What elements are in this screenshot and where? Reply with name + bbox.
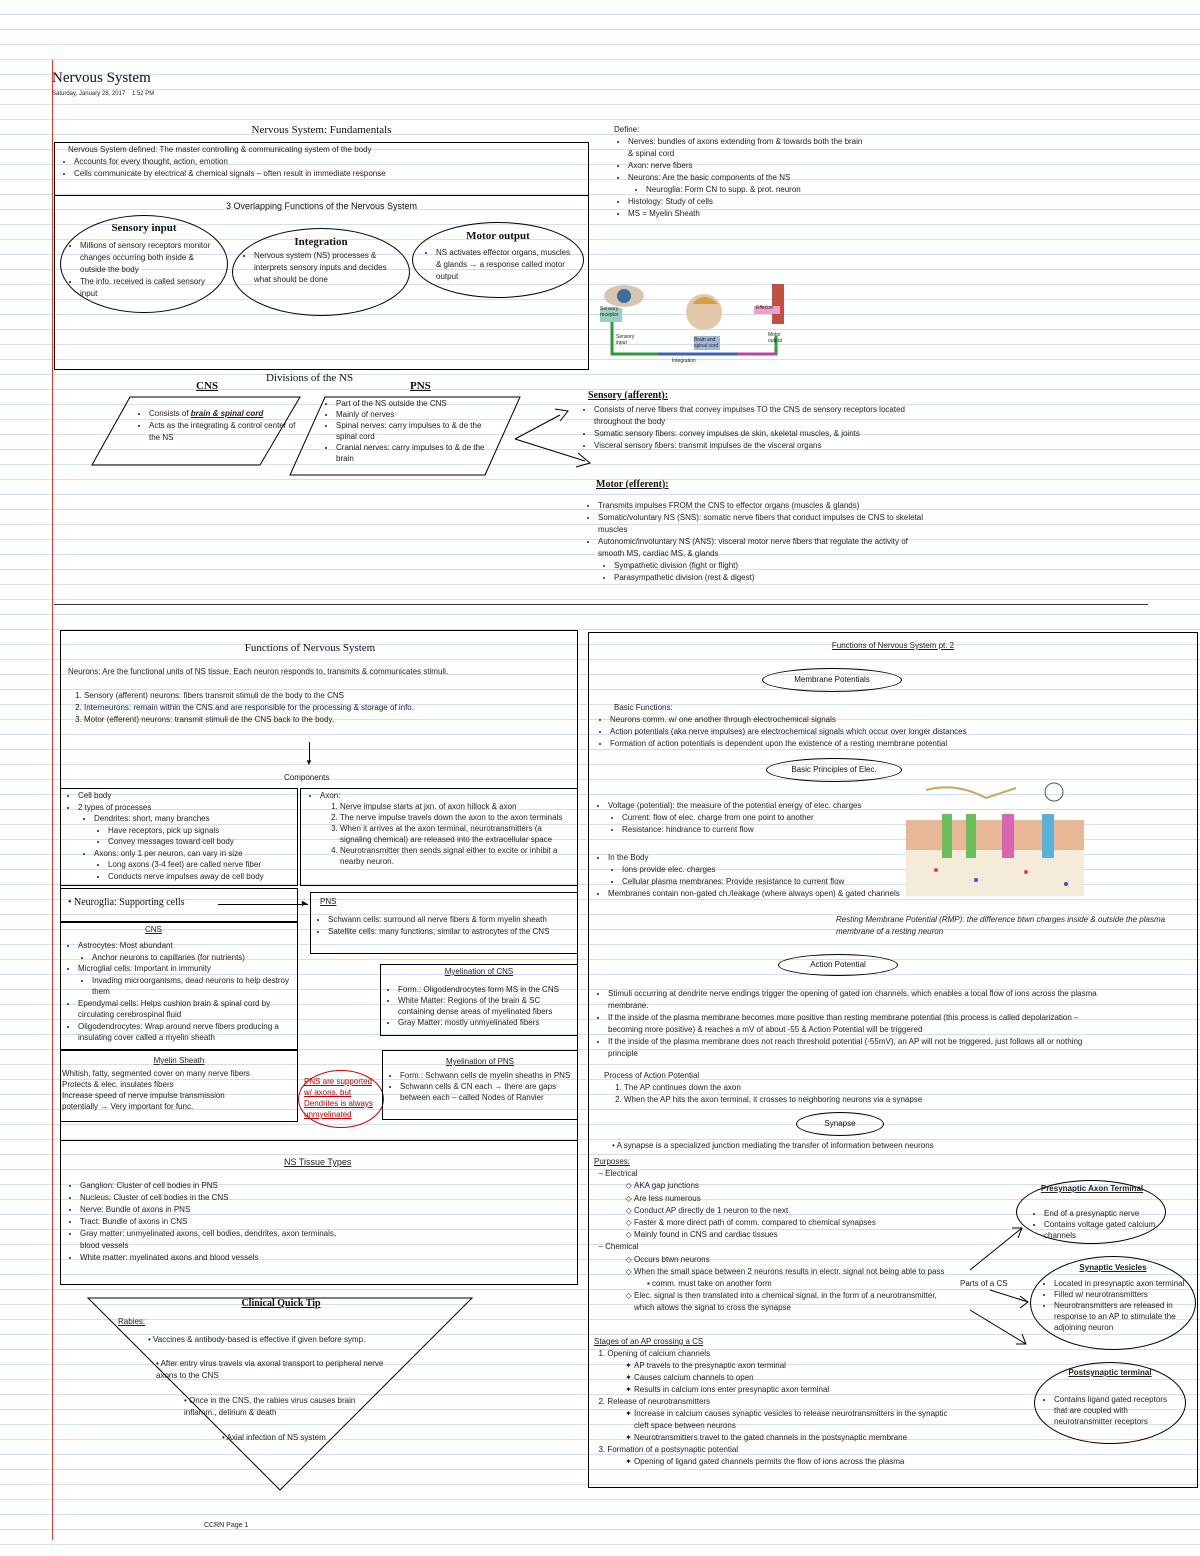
stage-sub: ✦ Increase in calcium causes synaptic vesicles to release neurotransmitters in the synaptic cleft space between neurons <box>634 1408 954 1432</box>
stage-sub: ✦ AP travels to the presynaptic axon terminal <box>634 1360 954 1372</box>
elec-item: • Cellular plasma membranes: Provide resistance to current flow <box>622 876 904 888</box>
divider <box>60 1140 578 1141</box>
elec-item: • Ions provide elec. charges <box>622 864 904 876</box>
axon-step: 1. Nerve impulse starts at jxn. of axon hillock & axon <box>340 801 572 812</box>
elec-syn-item: ◇ Mainly found in CNS and cardiac tissues <box>634 1229 954 1241</box>
glia-pns-cell: • Schwann cells: surround all nerve fibers & form myelin sheath <box>328 914 574 926</box>
synapse-oval <box>796 1112 884 1136</box>
sensory-title: Sensory input <box>111 222 177 234</box>
figure-svg <box>598 282 794 368</box>
stage-text: Formation of a postsynaptic potential <box>607 1445 739 1454</box>
footer: CCRN Page 1 <box>204 1522 249 1529</box>
glia-cell: • Anchor neurons to capillaries (for nutrients) <box>92 952 298 964</box>
myelin-pns-items <box>386 1070 576 1103</box>
pns-item: • Cranial nerves: carry impulses to & de the brain <box>336 442 502 464</box>
elec-item: • Voltage (potential): the measure of the potential energy of elec. charges <box>608 800 904 812</box>
myelin-line: potentially → Very important for func. <box>62 1102 194 1111</box>
synapse-def: • A synapse is a specialized junction mediating the transfer of information between neurons <box>612 1141 934 1150</box>
presyn-title: Presynaptic Axon Terminal <box>1040 1184 1144 1193</box>
principles-oval <box>766 758 902 782</box>
process-label: Process of Action Potential <box>604 1071 700 1080</box>
fundamentals-title: Nervous System: Fundamentals <box>251 124 392 136</box>
glia-cell: • Invading microorganisms, dead neurons to help destroy them <box>92 975 298 998</box>
postsyn-title: Postsynaptic terminal <box>1068 1368 1152 1377</box>
membrane-label: Membrane Potentials <box>794 675 870 684</box>
myelin-cns-items <box>384 984 574 1028</box>
motor-title: Motor output <box>466 230 530 242</box>
vesicles-items <box>1040 1278 1192 1333</box>
cell-body-item: • Convey messages toward cell body <box>108 836 296 848</box>
functions-intro-text: Neurons: Are the functional units of NS tissue. Each neuron responds to, transmits & communicates stimuli. <box>68 667 449 676</box>
define-item: • Neurons: Are the basic components of the NS <box>628 172 864 184</box>
glia-cns-label: CNS <box>145 925 162 934</box>
myelin-line: Protects & elec. insulates fibers <box>62 1080 174 1089</box>
efferent-item: • Transmits impulses FROM the CNS to effector organs (muscles & glands) <box>598 500 924 512</box>
pns-label: PNS <box>410 380 431 392</box>
postsyn-items <box>1040 1394 1180 1427</box>
electrical-label: – Electrical <box>594 1169 638 1179</box>
tissue-item: • Ganglion: Cluster of cell bodies in PNS <box>80 1180 346 1192</box>
action-item: • Stimuli occurring at dendrite nerve endings trigger the opening of gated ion channels, which enables a local flow of ions across the plasma membrane. <box>608 988 1104 1012</box>
overlap-title: 3 Overlapping Functions of the Nervous System <box>225 201 418 211</box>
membrane-channel-figure <box>906 780 1084 896</box>
cns-item-em: brain & spinal cord <box>190 409 264 418</box>
tissue-item: • Nerve: Bundle of axons in PNS <box>80 1204 346 1216</box>
tissue-item: • Tract: Bundle of axons in CNS <box>80 1216 346 1228</box>
efferent-item: • Somatic/voluntary NS (SNS): somatic nerve fibers that conduct impulses de CNS to skeletal muscles <box>598 512 924 536</box>
stage-sub: ✦ Causes calcium channels to open <box>634 1372 954 1384</box>
action-item: • If the inside of the plasma membrane becomes more positive than resting membrane potential (this process is called depolarization – becoming more positive) & reaches a mV of about -55 & Action Potential will be triggered <box>608 1012 1104 1036</box>
myelin-line: Increase speed of nerve impulse transmission <box>62 1091 225 1100</box>
section-divider <box>54 604 1148 605</box>
cns-label: CNS <box>196 380 219 392</box>
components-label: Components <box>284 773 330 782</box>
stage-text: Opening of calcium channels <box>607 1349 711 1358</box>
cell-body-item: • 2 types of processes <box>78 802 296 814</box>
margin-line <box>52 60 53 1540</box>
neuron-type: 2. Interneurons: remain within the CNS and are responsible for the processing & storage of info. <box>84 702 568 714</box>
pns-items <box>322 398 502 464</box>
cns-item: • Acts as the integrating & control center of the NS <box>149 420 300 444</box>
sensory-item: • Millions of sensory receptors monitor changes occurring both inside & outside the body <box>80 240 216 276</box>
cell-body-item: • Conducts nerve impulses away de cell body <box>108 871 296 883</box>
fund-bullet: • Cells communicate by electrical & chemical signals – often result in immediate response <box>74 168 580 180</box>
integration-item: • Nervous system (NS) processes & interprets sensory inputs and decides what should be done <box>254 250 400 286</box>
vesicle-item: • Neurotransmitters are released in response to an AP to stimulate the adjoining neuron <box>1054 1300 1192 1333</box>
sensory-afferent-title: Sensory (afferent): <box>588 390 669 401</box>
divisions-title: Divisions of the NS <box>266 372 354 384</box>
glia-cell: • Ependymal cells: Helps cushion brain & spinal cord by circulating cerebrospinal fluid <box>78 998 298 1021</box>
principles-label: Basic Principles of Elec. <box>791 765 877 774</box>
vesicles-title: Synaptic Vesicles <box>1079 1263 1147 1272</box>
fund-bullet: • Accounts for every thought, action, emotion <box>74 156 580 168</box>
fig-label-sensory-input: Sensory input <box>616 334 635 346</box>
down-arrowhead: ▼ <box>305 758 313 767</box>
action-item: • If the inside of the plasma membrane does not reach threshold potential (-55mV), an AP will not be triggered, just follows all or nothing principle <box>608 1036 1104 1060</box>
efferent-item: • Autonomic/involuntary NS (ANS): visceral motor nerve fibers that regulate the activity of smooth MS, cardiac MS, & glands <box>598 536 924 560</box>
fig-label-brain: Brain and spinal cord <box>694 337 719 349</box>
purposes-block <box>594 1156 954 1315</box>
fig-label-motor-output: Motor output <box>768 332 782 344</box>
afferent-item: • Consists of nerve fibers that convey impulses TO the CNS de sensory receptors located throughout the body <box>594 404 910 428</box>
membrane-oval <box>762 668 902 692</box>
clinical-item-4: • Axial infection of NS system <box>222 1433 326 1442</box>
clinical-item-2: • After entry virus travels via axonal transport to peripheral nerve axons to the CNS <box>156 1359 384 1380</box>
basic-item: • Action potentials (aka nerve impulses) are electrochemical signals which occur over longer distances <box>610 726 1156 738</box>
axon-title: • Axon: <box>320 790 572 801</box>
efferent-sub: • Sympathetic division (fight or flight) <box>614 560 924 572</box>
elec-item: • Membranes contain non-gated ch./leakage (where always open) & gated channels <box>608 888 904 900</box>
action-oval <box>778 954 898 976</box>
date-text: Saturday, January 28, 2017 <box>52 91 126 97</box>
axon-step: 2. The nerve impulse travels down the axon to the axon terminals <box>340 812 572 823</box>
tissue-items <box>66 1180 346 1264</box>
glia-cell: • Microglial cells: Important in immunity <box>78 963 298 975</box>
glia-cell: • Astrocytes: Most abundant <box>78 940 298 952</box>
chem-item: ◇ Elec. signal is then translated into a chemical signal, in the form of a neurotransmitter, which allows the signal to cross the synapse <box>634 1290 954 1314</box>
glia-pns-cell: • Satellite cells: many functions, similar to astrocytes of the CNS <box>328 926 574 938</box>
page-date <box>52 88 154 100</box>
purposes-label: Purposes: <box>594 1157 631 1166</box>
myelin-cns-item: • Gray Matter: mostly unmyelinated fibers <box>398 1017 574 1028</box>
glia-pns-items <box>314 914 574 938</box>
myelin-sheath-title: Myelin Sheath <box>153 1056 205 1065</box>
tissue-item: • Nucleus: Cluster of cell bodies in the CNS <box>80 1192 346 1204</box>
resting-potential: Resting Membrane Potential (RMP): the difference btwn charges inside & outside the plasma membrane of a resting neuron <box>836 915 1166 936</box>
fig-label-sensory-receptor: Sensory receptor <box>600 306 619 318</box>
elec-item: • Resistance: hindrance to current flow <box>622 824 904 836</box>
presyn-item: • End of a presynaptic nerve <box>1044 1208 1162 1219</box>
process-step: 2. When the AP hits the axon terminal, it crosses to neighboring neurons via a synapse <box>624 1094 1104 1106</box>
clinical-text: Once in the CNS, the rabies virus causes brain inflamm., delirium & death <box>184 1396 356 1417</box>
myelin-pns-item: • Schwann cells & CN each → there are gaps between each – called Nodes of Ranvier <box>400 1081 576 1103</box>
vesicle-item: • Located in presynaptic axon terminal <box>1054 1278 1192 1289</box>
cell-body-item: • Have receptors, pick up signals <box>108 825 296 837</box>
chemical-label: – Chemical <box>594 1242 639 1252</box>
cell-body-item: • Long axons (3-4 feet) are called nerve fiber <box>108 859 296 871</box>
stages-title: Stages of an AP crossing a CS <box>594 1337 704 1346</box>
chem-item: ◇ Occurs btwn neurons <box>634 1254 954 1266</box>
basic-functions <box>596 702 1156 750</box>
cns-item: • Consists of brain & spinal cord <box>149 408 300 420</box>
myelin-sheath-lines <box>62 1068 294 1112</box>
action-items <box>594 988 1104 1106</box>
pns-item: • Spinal nerves: carry impulses to & de the spinal cord <box>336 420 502 442</box>
basic-item: • Formation of action potentials is dependent upon the existence of a resting membrane potential <box>610 738 1156 750</box>
clinical-text: Vaccines & antibody-based is effective if given before symp. <box>153 1335 366 1344</box>
action-label: Action Potential <box>810 960 866 969</box>
myelin-pns-title: Myelination of PNS <box>445 1057 515 1066</box>
functions2-title: Functions of Nervous System pt. 2 <box>831 641 955 650</box>
motor-items <box>422 247 577 283</box>
stages-block <box>594 1336 954 1468</box>
parts-arrows <box>950 1220 1030 1350</box>
stage-3: 3. Formation of a postsynaptic potential <box>594 1445 739 1454</box>
stage-sub: ✦ Results in calcium ions enter presynaptic axon terminal <box>634 1384 954 1396</box>
neuroglia-arrow <box>218 904 308 905</box>
afferent-item: • Visceral sensory fibers: transmit impulses de the visceral organs <box>594 440 910 452</box>
clinical-item-3: • Once in the CNS, the rabies virus causes brain inflamm., delirium & death <box>184 1396 356 1417</box>
functions-intro <box>68 666 568 726</box>
neuroglia-text: Neuroglia: Supporting cells <box>74 897 185 908</box>
define-label: Define: <box>614 125 640 134</box>
cell-body-items <box>64 790 296 882</box>
tissue-item: • White matter: myelinated axons and blood vessels <box>80 1252 346 1264</box>
electrical-text: Electrical <box>605 1169 638 1179</box>
elec-syn-item: ◇ Faster & more direct path of comm. compared to chemical synapses <box>634 1217 954 1229</box>
define-block <box>614 124 864 220</box>
motor-efferent-items <box>584 500 924 584</box>
clinical-title: Clinical Quick Tip <box>241 1298 321 1309</box>
glia-pns-label: PNS <box>320 897 337 906</box>
elec-items <box>594 800 904 900</box>
presyn-items <box>1030 1208 1162 1241</box>
myelin-line: Whitish, fatty, segmented cover on many nerve fibers <box>62 1069 250 1078</box>
elec-item: • Current: flow of elec. charge from one point to another <box>622 812 904 824</box>
postsyn-item: • Contains ligand gated receptors that are coupled with neurotransmitter receptors <box>1054 1394 1180 1427</box>
elec-item: • In the Body <box>608 852 904 864</box>
myelin-cns-item: • Form.: Oligodendrocytes form MS in the CNS <box>398 984 574 995</box>
stage-sub: ✦ Opening of ligand gated channels permits the flow of ions across the plasma <box>634 1456 954 1468</box>
definition-text: Nervous System defined: The master controlling & communicating system of the body <box>68 145 372 154</box>
synapse-def-text: A synapse is a specialized junction mediating the transfer of information between neurons <box>616 1141 934 1150</box>
basic-label: Basic Functions: <box>614 703 673 712</box>
sensory-afferent-items <box>580 404 910 452</box>
glia-cell: • Oligodendrocytes: Wrap around nerve fibers producing a insulating cover called a myelin sheath <box>78 1021 298 1044</box>
stage-2: 2. Release of neurotransmitters <box>594 1397 711 1406</box>
clinical-subtitle: Rabies: <box>118 1317 146 1326</box>
afferent-item: • Somatic sensory fibers: convey impulses de skin, skeletal muscles, & joints <box>594 428 910 440</box>
clinical-text: After entry virus travels via axonal transport to peripheral nerve axons to the CNS <box>156 1359 384 1380</box>
basic-item: • Neurons comm. w/ one another through electrochemical signals <box>610 714 1156 726</box>
myelin-cns-item: • White Matter: Regions of the brain & SC containing dense areas of myelinated fibers <box>398 995 574 1017</box>
fig-label-effector: Effector <box>756 305 774 311</box>
define-item: • Nerves: bundles of axons extending from & towards both the brain & spinal cord <box>628 136 864 160</box>
stage-1: 1. Opening of calcium channels <box>594 1349 711 1358</box>
elec-syn-item: ◇ AKA gap junctions <box>634 1180 954 1192</box>
stage-text: Release of neurotransmitters <box>607 1397 711 1406</box>
axon-items <box>306 790 572 867</box>
myelin-cns-title: Myelination of CNS <box>444 967 514 976</box>
neuroglia-label: • Neuroglia: Supporting cells <box>68 897 185 908</box>
synapse-label: Synapse <box>824 1119 856 1128</box>
neuron-type: 1. Sensory (afferent) neurons: fibers transmit stimuli de the body to the CNS <box>84 690 568 702</box>
time-text: 1:52 PM <box>131 91 155 97</box>
nervous-system-figure <box>598 282 794 368</box>
integration-title: Integration <box>294 236 348 248</box>
define-item: • Histology: Study of cells <box>628 196 864 208</box>
glia-cns-items <box>64 940 298 1044</box>
tissue-title: NS Tissue Types <box>284 1157 352 1167</box>
define-item: • Neuroglia: Form CN to supp. & prot. neuron <box>646 184 864 196</box>
elec-syn-item: ◇ Conduct AP directly de 1 neuron to the next <box>634 1205 954 1217</box>
stage-sub: ✦ Neurotransmitters travel to the gated channels in the postsynaptic membrane <box>634 1432 954 1444</box>
cell-body-item: • Axons: only 1 per neuron, can vary in size <box>94 848 296 860</box>
neuroglia-arrowhead: ► <box>300 898 309 908</box>
clinical-item-1: • Vaccines & antibody-based is effective if given before symp. <box>148 1335 366 1344</box>
functions-title: Functions of Nervous System <box>244 642 376 654</box>
pns-item: • Part of the NS outside the CNS <box>336 398 502 409</box>
vesicle-item: • Filled w/ neurotransmitters <box>1054 1289 1192 1300</box>
chemical-text: Chemical <box>605 1242 639 1252</box>
red-note: PNS are supported w/ axons, but Dendrites is always unmyelinated <box>304 1077 373 1119</box>
divider <box>54 195 589 196</box>
myelin-pns-item: • Form.: Schwann cells de myelin sheaths in PNS <box>400 1070 576 1081</box>
chem-item: ◇ When the small space between 2 neurons results in electr. signal not being able to pass <box>634 1266 954 1278</box>
axon-step: 3. When it arrives at the axon terminal, neurotransmitters (a signaling chemical) are released into the extracellular space <box>340 823 572 845</box>
define-item: • MS = Myelin Sheath <box>628 208 864 220</box>
axon-step: 4. Neurotransmitter then sends signal either to excite or inhibit a nearby neuron. <box>340 845 572 867</box>
sensory-items <box>66 240 216 300</box>
motor-item: • NS activates effector organs, muscles & glands → a response called motor output <box>436 247 577 283</box>
process-step: 1. The AP continues down the axon <box>624 1082 1104 1094</box>
clinical-text: Axial infection of NS system <box>226 1433 326 1442</box>
pns-item: • Mainly of nerves <box>336 409 502 420</box>
chem-item: ▪ comm. must take on another form <box>652 1278 954 1290</box>
define-item: • Axon: nerve fibers <box>628 160 864 172</box>
page-title: Nervous System <box>52 70 151 86</box>
neuron-type: 3. Motor (efferent) neurons: transmit stimuli de the CNS back to the body. <box>84 714 568 726</box>
fig-label-integration: Integration <box>672 358 696 364</box>
elec-syn-item: ◇ Are less numerous <box>634 1193 954 1205</box>
tissue-item: • Gray matter: unmyelinated axons, cell bodies, dendrites, axon terminals, blood vessels <box>80 1228 346 1252</box>
parts-label: Parts of a CS <box>960 1279 1008 1288</box>
integration-items <box>240 250 400 286</box>
motor-efferent-title: Motor (efferent): <box>596 479 669 490</box>
sensory-item: • The info. received is called sensory input <box>80 276 216 300</box>
cell-body-item: • Dendrites: short, many branches <box>94 813 296 825</box>
cell-body-item: • Cell body <box>78 790 296 802</box>
fundamentals-definition <box>60 144 580 180</box>
efferent-sub: • Parasympathetic division (rest & digest) <box>614 572 924 584</box>
cns-items <box>135 408 300 444</box>
presyn-item: • Contains voltage gated calcium channels <box>1044 1219 1162 1241</box>
